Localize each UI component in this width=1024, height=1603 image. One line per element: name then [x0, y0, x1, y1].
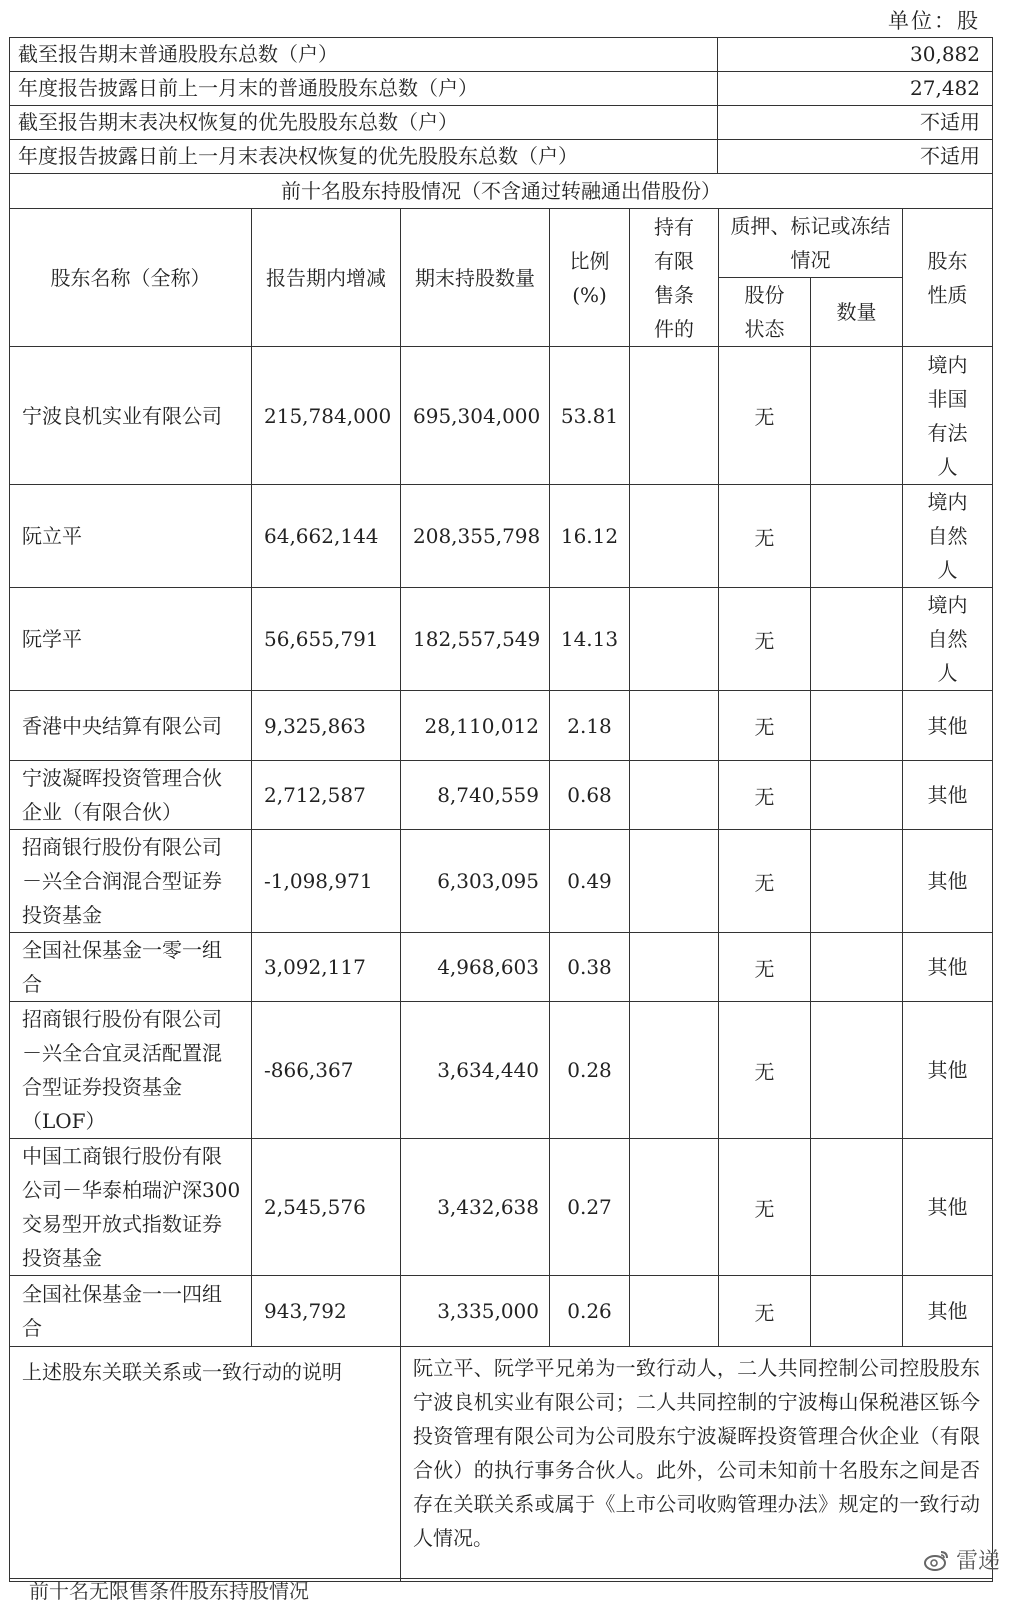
cell-change: -1,098,971 [252, 830, 401, 933]
cell-ratio: 53.81 [550, 347, 630, 485]
cell-nature: 其他 [903, 761, 993, 830]
cell-status: 无 [719, 588, 811, 691]
cell-qty [811, 933, 903, 1002]
cell-change: 9,325,863 [252, 691, 401, 761]
summary-row [10, 38, 993, 72]
table-row [10, 830, 993, 933]
cell-ratio: 2.18 [550, 691, 630, 761]
cell-restricted [630, 347, 719, 485]
cell-held: 208,355,798 [401, 485, 550, 588]
cell-ratio: 0.68 [550, 761, 630, 830]
cell-status: 无 [719, 830, 811, 933]
header-pledge-group: 质押、标记或冻结情况 [719, 209, 903, 278]
header-ratio: 比例(%) [550, 209, 630, 347]
table-row [10, 1139, 993, 1276]
cell-nature: 其他 [903, 1276, 993, 1347]
cell-restricted [630, 1002, 719, 1139]
nature-text: 境内自然人 [927, 593, 968, 685]
cell-qty [811, 761, 903, 830]
header-name: 股东名称（全称） [10, 209, 252, 347]
notes-label: 上述股东关联关系或一致行动的说明 [10, 1347, 401, 1582]
next-section-text: 前十名无限售条件股东持股情况 [29, 1579, 309, 1603]
cell-restricted [630, 933, 719, 1002]
header-held: 期末持股数量 [401, 209, 550, 347]
unit-label: 单位：股 [888, 9, 980, 33]
summary-table [9, 37, 993, 174]
cell-name: 全国社保基金一零一组合 [10, 933, 252, 1002]
summary-value: 30,882 [718, 38, 993, 72]
notes-text: 阮立平、阮学平兄弟为一致行动人，二人共同控制公司控股股东宁波良机实业有限公司；二人共同控制的宁波梅山保税港区铄今投资管理有限公司为公司股东宁波凝晖投资管理合伙企业（有限合伙）的执行事务合伙人。此外，公司未知前十名股东之间是否存在关联关系或属于《上市公司收购管理办法》规定的一致行动人情况。 [401, 1347, 993, 1582]
weibo-icon [924, 1549, 950, 1571]
cell-status: 无 [719, 347, 811, 485]
nature-text: 境内自然人 [927, 490, 968, 582]
summary-label: 年度报告披露日前上一月末表决权恢复的优先股股东总数（户） [10, 140, 718, 174]
summary-value: 不适用 [718, 140, 993, 174]
header-pledge-qty: 数量 [811, 278, 903, 347]
cell-qty [811, 347, 903, 485]
cell-status: 无 [719, 1276, 811, 1347]
cell-name: 招商银行股份有限公司－兴全合宜灵活配置混合型证券投资基金（LOF） [10, 1002, 252, 1139]
table-row [10, 1276, 993, 1347]
cell-restricted [630, 485, 719, 588]
cell-nature [903, 588, 993, 691]
cell-status: 无 [719, 1002, 811, 1139]
cell-nature: 其他 [903, 933, 993, 1002]
cell-restricted [630, 588, 719, 691]
cell-nature [903, 347, 993, 485]
cell-status: 无 [719, 1139, 811, 1276]
cell-name: 全国社保基金一一四组合 [10, 1276, 252, 1347]
cell-ratio: 0.26 [550, 1276, 630, 1347]
cell-name: 招商银行股份有限公司－兴全合润混合型证券投资基金 [10, 830, 252, 933]
summary-label: 截至报告期末普通股股东总数（户） [10, 38, 718, 72]
cell-change: 943,792 [252, 1276, 401, 1347]
cell-name: 阮学平 [10, 588, 252, 691]
summary-row [10, 140, 993, 174]
cell-restricted [630, 691, 719, 761]
cell-status: 无 [719, 691, 811, 761]
cell-change: 215,784,000 [252, 347, 401, 485]
cell-nature: 其他 [903, 1002, 993, 1139]
table-row [10, 933, 993, 1002]
cell-ratio: 16.12 [550, 485, 630, 588]
cell-held: 8,740,559 [401, 761, 550, 830]
cell-change: 2,545,576 [252, 1139, 401, 1276]
cell-name: 宁波良机实业有限公司 [10, 347, 252, 485]
header-restricted: 持有有限售条件的 [630, 209, 719, 347]
notes-row [10, 1347, 993, 1582]
cell-restricted [630, 1276, 719, 1347]
cell-restricted [630, 830, 719, 933]
summary-label: 年度报告披露日前上一月末的普通股股东总数（户） [10, 72, 718, 106]
cell-qty [811, 1139, 903, 1276]
cell-held: 28,110,012 [401, 691, 550, 761]
cell-nature: 其他 [903, 1139, 993, 1276]
cell-change: 2,712,587 [252, 761, 401, 830]
cell-nature: 其他 [903, 691, 993, 761]
cell-name: 中国工商银行股份有限公司－华泰柏瑞沪深300交易型开放式指数证券投资基金 [10, 1139, 252, 1276]
table-row [10, 485, 993, 588]
cell-change: 56,655,791 [252, 588, 401, 691]
cell-held: 695,304,000 [401, 347, 550, 485]
table-row [10, 691, 993, 761]
header-change: 报告期内增减 [252, 209, 401, 347]
cell-name: 香港中央结算有限公司 [10, 691, 252, 761]
cell-change: 64,662,144 [252, 485, 401, 588]
section-title: 前十名股东持股情况（不含通过转融通出借股份） [10, 174, 993, 209]
summary-value: 不适用 [718, 106, 993, 140]
cell-status: 无 [719, 933, 811, 1002]
cell-qty [811, 1002, 903, 1139]
cell-held: 6,303,095 [401, 830, 550, 933]
table-row [10, 761, 993, 830]
cell-ratio: 0.49 [550, 830, 630, 933]
nature-text: 境内非国有法人 [927, 352, 968, 479]
cell-qty [811, 588, 903, 691]
summary-label: 截至报告期末表决权恢复的优先股股东总数（户） [10, 106, 718, 140]
cell-ratio: 14.13 [550, 588, 630, 691]
header-nature: 股东性质 [903, 209, 993, 347]
header-pledge-status: 股份状态 [719, 278, 811, 347]
summary-row [10, 106, 993, 140]
cell-ratio: 0.38 [550, 933, 630, 1002]
cell-name: 阮立平 [10, 485, 252, 588]
summary-row [10, 72, 993, 106]
table-row [10, 347, 993, 485]
table-row [10, 1002, 993, 1139]
cell-ratio: 0.27 [550, 1139, 630, 1276]
cell-status: 无 [719, 761, 811, 830]
cell-held: 3,634,440 [401, 1002, 550, 1139]
cell-nature: 其他 [903, 830, 993, 933]
cell-qty [811, 1276, 903, 1347]
cell-change: -866,367 [252, 1002, 401, 1139]
cell-held: 4,968,603 [401, 933, 550, 1002]
cell-restricted [630, 1139, 719, 1276]
watermark [924, 1544, 1000, 1575]
cell-qty [811, 485, 903, 588]
cell-nature [903, 485, 993, 588]
cell-qty [811, 830, 903, 933]
watermark-text: 雷递 [955, 1549, 1000, 1574]
shareholders-table [9, 173, 993, 1582]
cell-held: 182,557,549 [401, 588, 550, 691]
cell-status: 无 [719, 485, 811, 588]
cell-name: 宁波凝晖投资管理合伙企业（有限合伙） [10, 761, 252, 830]
summary-value: 27,482 [718, 72, 993, 106]
next-section-cutoff [9, 1578, 992, 1603]
cell-qty [811, 691, 903, 761]
cell-ratio: 0.28 [550, 1002, 630, 1139]
cell-held: 3,335,000 [401, 1276, 550, 1347]
table-row [10, 588, 993, 691]
cell-restricted [630, 761, 719, 830]
cell-held: 3,432,638 [401, 1139, 550, 1276]
cell-change: 3,092,117 [252, 933, 401, 1002]
